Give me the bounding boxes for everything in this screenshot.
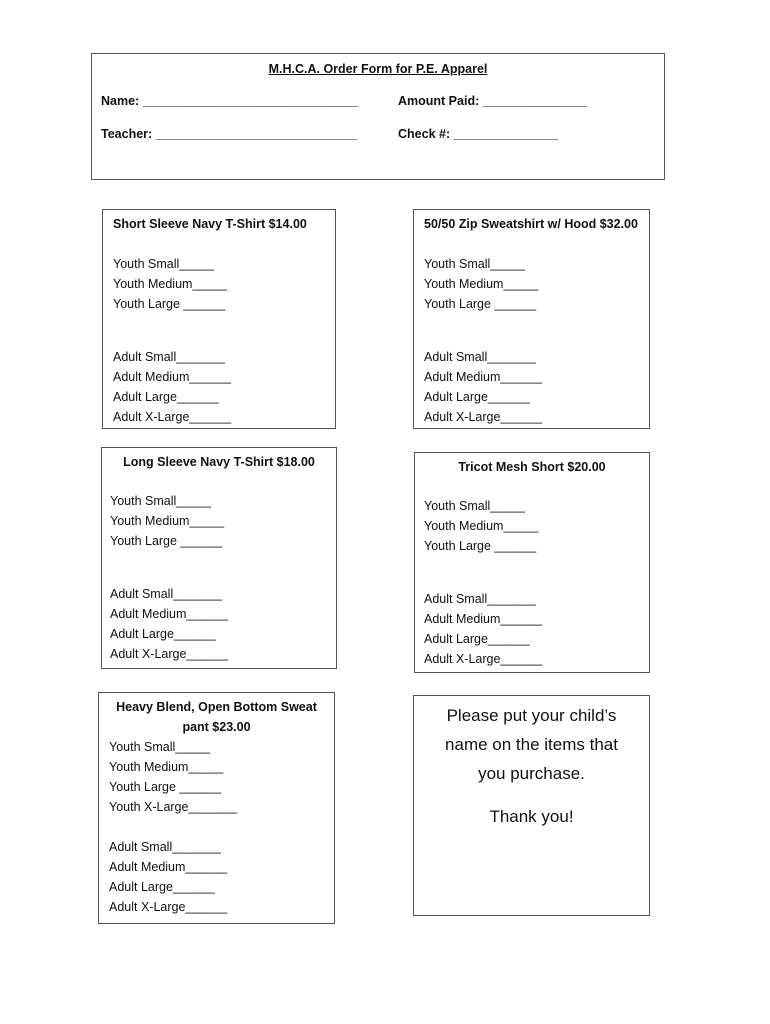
- size-line[interactable]: Adult Medium______: [109, 860, 228, 874]
- size-line[interactable]: Youth X-Large_______: [109, 800, 238, 814]
- note-box: [413, 695, 650, 916]
- size-line[interactable]: Adult X-Large______: [424, 652, 543, 666]
- item-title-price: pant $23.00: [182, 720, 251, 734]
- size-line[interactable]: Adult Large______: [424, 632, 530, 646]
- size-line[interactable]: Adult Medium______: [113, 370, 232, 384]
- size-line[interactable]: Youth Large ______: [109, 780, 222, 794]
- long-sleeve-tshirt-box: [101, 447, 337, 669]
- short-sleeve-tshirt-box: [102, 209, 336, 429]
- order-form-header: [91, 53, 665, 180]
- size-line[interactable]: Youth Large ______: [113, 297, 226, 311]
- size-line[interactable]: Adult Small_______: [110, 587, 222, 601]
- item-title: Heavy Blend, Open Bottom Sweat: [116, 700, 317, 714]
- name-field[interactable]: Name: _______________________________: [101, 94, 359, 108]
- item-title: Long Sleeve Navy T-Shirt $18.00: [123, 455, 315, 469]
- size-line[interactable]: Youth Large ______: [110, 534, 223, 548]
- size-line[interactable]: Youth Medium_____: [113, 277, 228, 291]
- size-line[interactable]: Youth Small_____: [113, 257, 215, 271]
- item-title: 50/50 Zip Sweatshirt w/ Hood $32.00: [424, 217, 638, 231]
- size-line[interactable]: Youth Large ______: [424, 539, 537, 553]
- check-number-field[interactable]: Check #: _______________: [398, 127, 558, 141]
- size-line[interactable]: Adult Medium______: [424, 370, 543, 384]
- size-line[interactable]: Adult Medium______: [424, 612, 543, 626]
- item-title: Tricot Mesh Short $20.00: [458, 460, 606, 474]
- item-title: Short Sleeve Navy T-Shirt $14.00: [113, 217, 307, 231]
- size-line[interactable]: Youth Large ______: [424, 297, 537, 311]
- size-line[interactable]: Adult Small_______: [113, 350, 225, 364]
- size-line[interactable]: Youth Medium_____: [110, 514, 225, 528]
- teacher-field[interactable]: Teacher: _____________________________: [101, 127, 358, 141]
- size-line[interactable]: Adult Large______: [424, 390, 530, 404]
- size-line[interactable]: Youth Medium_____: [424, 277, 539, 291]
- amount-paid-field[interactable]: Amount Paid: _______________: [398, 94, 587, 108]
- size-line[interactable]: Adult Large______: [113, 390, 219, 404]
- zip-sweatshirt-box: [413, 209, 650, 429]
- size-line[interactable]: Adult X-Large______: [109, 900, 228, 914]
- size-line[interactable]: Adult Small_______: [424, 350, 536, 364]
- sweat-pant-box: [98, 692, 335, 924]
- size-line[interactable]: Youth Medium_____: [424, 519, 539, 533]
- size-line[interactable]: Adult Large______: [110, 627, 216, 641]
- size-line[interactable]: Adult Small_______: [424, 592, 536, 606]
- size-line[interactable]: Adult X-Large______: [110, 647, 229, 661]
- note-line: you purchase.: [478, 764, 585, 783]
- size-line[interactable]: Youth Small_____: [424, 499, 526, 513]
- size-line[interactable]: Adult X-Large______: [424, 410, 543, 424]
- thank-you-text: Thank you!: [489, 807, 574, 826]
- note-line: name on the items that: [445, 735, 618, 754]
- form-title: M.H.C.A. Order Form for P.E. Apparel: [268, 62, 488, 76]
- size-line[interactable]: Youth Small_____: [109, 740, 211, 754]
- size-line[interactable]: Adult X-Large______: [113, 410, 232, 424]
- size-line[interactable]: Adult Large______: [109, 880, 215, 894]
- note-line: Please put your child’s: [446, 706, 617, 725]
- tricot-mesh-short-box: [414, 452, 650, 673]
- size-line[interactable]: Youth Medium_____: [109, 760, 224, 774]
- size-line[interactable]: Adult Small_______: [109, 840, 221, 854]
- size-line[interactable]: Youth Small_____: [424, 257, 526, 271]
- size-line[interactable]: Youth Small_____: [110, 494, 212, 508]
- size-line[interactable]: Adult Medium______: [110, 607, 229, 621]
